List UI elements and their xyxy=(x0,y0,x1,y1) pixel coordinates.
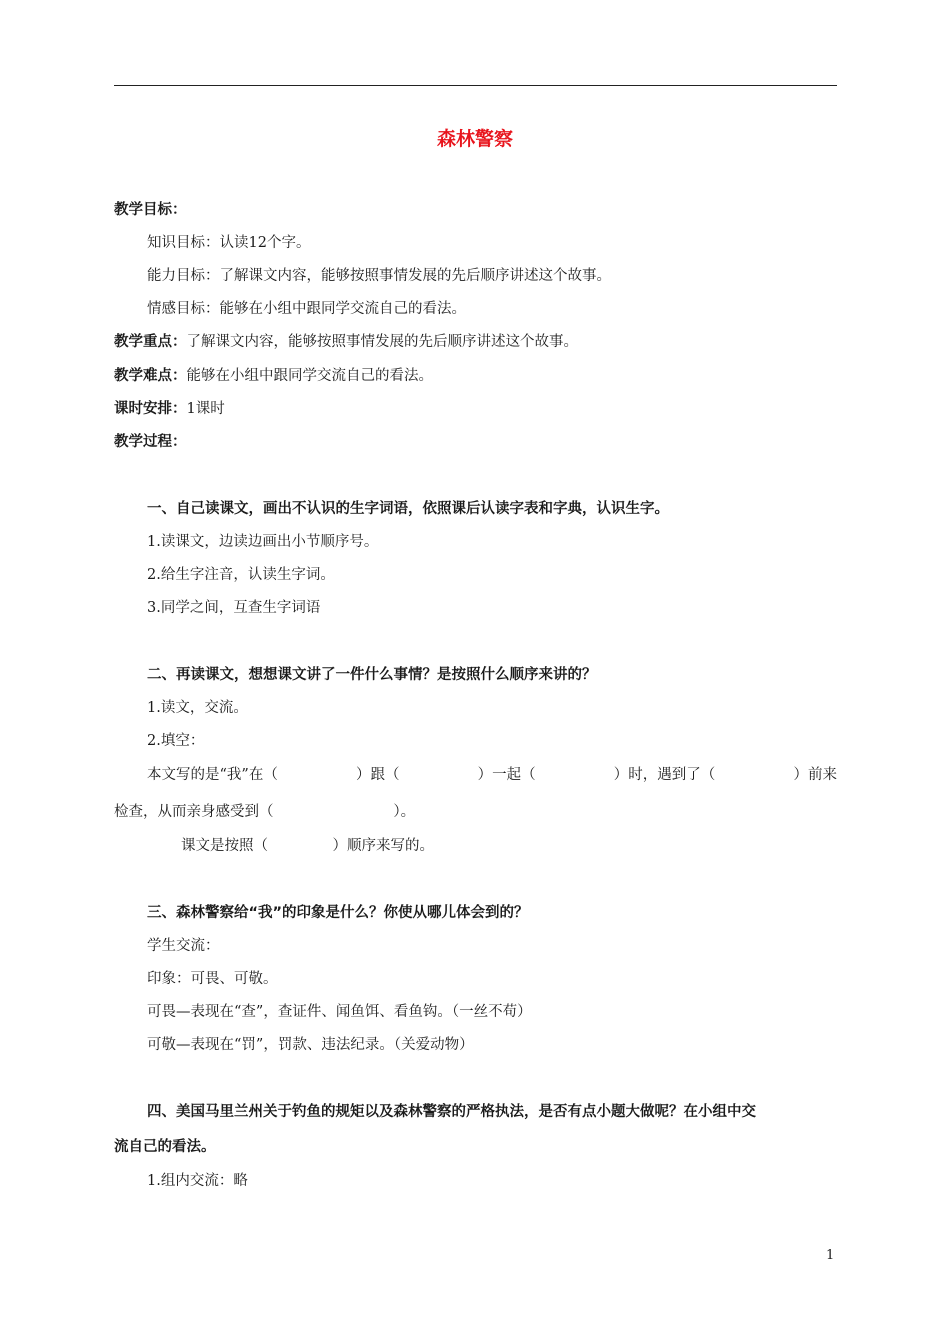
goals-heading: 教学目标： xyxy=(114,202,187,218)
section4-heading-line1: 四、美国马里兰州关于钓鱼的规矩以及森林警察的严格执法，是否有点小题大做呢？在小组中交 xyxy=(147,1104,756,1120)
section3-item: 可畏—表现在“查”，查证件、闻鱼饵、看鱼钩。（一丝不苟） xyxy=(147,1004,532,1020)
key-point-label: 教学重点： xyxy=(114,334,187,350)
difficulty-label: 教学难点： xyxy=(114,368,187,384)
document-title: 森林警察 xyxy=(436,128,513,150)
schedule xyxy=(114,399,837,419)
section1-item: 3.同学之间，互查生字词语 xyxy=(147,600,321,616)
knowledge-goal: 知识目标：认读12个字。 xyxy=(147,235,311,251)
section3-heading: 三、森林警察给“我”的印象是什么？你使从哪儿体会到的？ xyxy=(147,905,529,921)
section1-item: 2.给生字注音，认读生字词。 xyxy=(147,567,335,583)
fill-part: ）一起（ xyxy=(477,767,536,783)
difficulty-text: 能够在小组中跟同学交流自己的看法。 xyxy=(186,368,433,384)
difficulty xyxy=(114,366,837,386)
process-heading: 教学过程： xyxy=(114,434,187,450)
section4-heading-line2: 流自己的看法。 xyxy=(114,1139,216,1155)
key-point-text: 了解课文内容，能够按照事情发展的先后顺序讲述这个故事。 xyxy=(186,334,578,350)
ability-goal: 能力目标：了解课文内容，能够按照事情发展的先后顺序讲述这个故事。 xyxy=(147,268,611,284)
schedule-text: 1课时 xyxy=(186,401,225,417)
fill-part: 本文写的是“我”在（ xyxy=(147,767,278,783)
section1-item: 1.读课文，边读边画出小节顺序号。 xyxy=(147,534,379,550)
emotion-goal: 情感目标：能够在小组中跟同学交流自己的看法。 xyxy=(147,301,466,317)
section2-item: 1.读文，交流。 xyxy=(147,700,248,716)
section1-heading: 一、自己读课文，画出不认识的生字词语，依照课后认读字表和字典，认识生字。 xyxy=(147,501,669,517)
fill-part: ）时，遇到了（ xyxy=(613,767,716,783)
fill-part: ）跟（ xyxy=(355,767,400,783)
fill-blank-line-2: 检查，从而亲身感受到（ ）。 xyxy=(114,804,416,820)
section3-item: 可敬—表现在“罚”，罚款、违法纪录。（关爱动物） xyxy=(147,1037,474,1053)
fill-part: ）前来 xyxy=(793,767,837,783)
key-point xyxy=(114,332,837,352)
fill-blank-line xyxy=(147,765,837,785)
schedule-label: 课时安排： xyxy=(114,401,187,417)
section2-heading: 二、再读课文，想想课文讲了一件什么事情？是按照什么顺序来讲的？ xyxy=(147,667,597,683)
section2-item: 2.填空： xyxy=(147,733,205,749)
section3-item: 印象：可畏、可敬。 xyxy=(147,971,278,987)
section4-item: 1.组内交流：略 xyxy=(147,1173,248,1189)
fill-blank-line-3: 课文是按照（ ）顺序来写的。 xyxy=(181,838,435,854)
page-number: 1 xyxy=(826,1248,835,1263)
section3-item: 学生交流： xyxy=(147,938,220,954)
header-rule xyxy=(114,85,837,86)
